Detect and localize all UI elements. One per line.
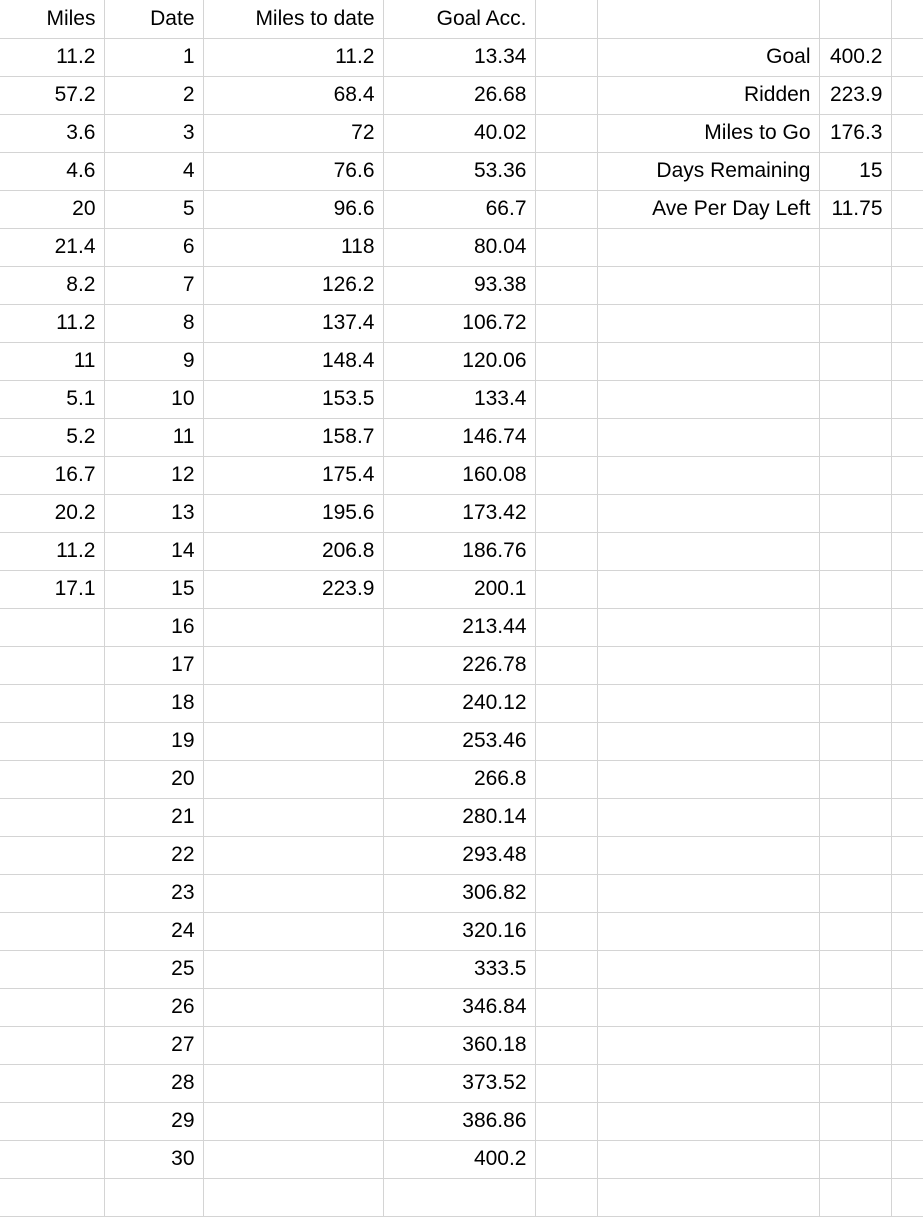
cell-miles-to-date[interactable]: 158.7 bbox=[203, 418, 383, 456]
cell-date[interactable]: 13 bbox=[104, 494, 203, 532]
tail-cell[interactable] bbox=[891, 646, 923, 684]
summary-label-cell[interactable] bbox=[597, 684, 819, 722]
spacer-cell[interactable] bbox=[535, 456, 597, 494]
spacer-cell[interactable] bbox=[535, 1178, 597, 1216]
table-row bbox=[0, 1178, 923, 1216]
cell-miles[interactable] bbox=[0, 722, 104, 760]
tail-cell[interactable] bbox=[891, 228, 923, 266]
spacer-cell[interactable] bbox=[535, 1140, 597, 1178]
cell-miles[interactable]: 11 bbox=[0, 342, 104, 380]
cell-goal-acc[interactable]: 400.2 bbox=[383, 1140, 535, 1178]
cell-date[interactable]: 21 bbox=[104, 798, 203, 836]
cell-date[interactable]: 10 bbox=[104, 380, 203, 418]
cell-miles-to-date[interactable] bbox=[203, 722, 383, 760]
summary-label[interactable]: Days Remaining bbox=[597, 152, 819, 190]
cell-date[interactable]: 16 bbox=[104, 608, 203, 646]
spacer-cell[interactable] bbox=[535, 988, 597, 1026]
summary-label[interactable]: Ave Per Day Left bbox=[597, 190, 819, 228]
summary-value-cell[interactable] bbox=[819, 912, 891, 950]
summary-value[interactable]: 400.2 bbox=[819, 38, 891, 76]
summary-label-cell[interactable] bbox=[597, 1140, 819, 1178]
cell-date[interactable]: 19 bbox=[104, 722, 203, 760]
summary-value-cell[interactable] bbox=[819, 1026, 891, 1064]
column-header-miles-to-date[interactable]: Miles to date bbox=[203, 0, 383, 38]
tail-cell[interactable] bbox=[891, 836, 923, 874]
cell-date[interactable]: 24 bbox=[104, 912, 203, 950]
summary-value[interactable]: 15 bbox=[819, 152, 891, 190]
summary-label-cell[interactable] bbox=[597, 646, 819, 684]
cell-miles[interactable] bbox=[0, 1064, 104, 1102]
cell-date[interactable]: 3 bbox=[104, 114, 203, 152]
summary-value-cell[interactable] bbox=[819, 228, 891, 266]
table-row bbox=[0, 114, 923, 152]
spacer-cell[interactable] bbox=[535, 342, 597, 380]
spacer-cell[interactable] bbox=[535, 1102, 597, 1140]
summary-value[interactable]: 223.9 bbox=[819, 76, 891, 114]
cell-goal-acc[interactable]: 346.84 bbox=[383, 988, 535, 1026]
spacer-cell[interactable] bbox=[535, 76, 597, 114]
tail-cell[interactable] bbox=[891, 532, 923, 570]
tail-cell[interactable] bbox=[891, 798, 923, 836]
cell-miles[interactable]: 11.2 bbox=[0, 532, 104, 570]
cell-goal-acc[interactable]: 40.02 bbox=[383, 114, 535, 152]
summary-value-cell[interactable] bbox=[819, 456, 891, 494]
tail-cell[interactable] bbox=[891, 380, 923, 418]
cell-goal-acc[interactable]: 120.06 bbox=[383, 342, 535, 380]
table-row bbox=[0, 304, 923, 342]
summary-value-cell[interactable] bbox=[819, 494, 891, 532]
cell-miles[interactable]: 11.2 bbox=[0, 304, 104, 342]
cell-goal-acc[interactable]: 293.48 bbox=[383, 836, 535, 874]
summary-label-cell[interactable] bbox=[597, 1102, 819, 1140]
tail-cell[interactable] bbox=[891, 1102, 923, 1140]
tail-cell[interactable] bbox=[891, 342, 923, 380]
spacer-cell[interactable] bbox=[535, 608, 597, 646]
tail-cell[interactable] bbox=[891, 190, 923, 228]
spacer-cell[interactable] bbox=[535, 798, 597, 836]
cell-miles-to-date[interactable]: 148.4 bbox=[203, 342, 383, 380]
cell-date[interactable] bbox=[104, 1178, 203, 1216]
summary-label-cell[interactable] bbox=[597, 570, 819, 608]
table-row bbox=[0, 1140, 923, 1178]
summary-value-cell[interactable] bbox=[819, 722, 891, 760]
cell-date[interactable]: 4 bbox=[104, 152, 203, 190]
cell-date[interactable]: 7 bbox=[104, 266, 203, 304]
cell-goal-acc[interactable]: 80.04 bbox=[383, 228, 535, 266]
spacer-cell[interactable] bbox=[535, 760, 597, 798]
cell-miles[interactable] bbox=[0, 950, 104, 988]
cell-miles[interactable] bbox=[0, 1102, 104, 1140]
tail-cell[interactable] bbox=[891, 266, 923, 304]
summary-label-cell[interactable] bbox=[597, 722, 819, 760]
summary-value[interactable]: 11.75 bbox=[819, 190, 891, 228]
cell-date[interactable]: 17 bbox=[104, 646, 203, 684]
table-row bbox=[0, 380, 923, 418]
cell-date[interactable]: 25 bbox=[104, 950, 203, 988]
spacer-cell[interactable] bbox=[535, 950, 597, 988]
cell-date[interactable]: 20 bbox=[104, 760, 203, 798]
summary-label-cell[interactable] bbox=[597, 418, 819, 456]
table-row bbox=[0, 1102, 923, 1140]
summary-label-cell[interactable] bbox=[597, 798, 819, 836]
cell-miles[interactable] bbox=[0, 684, 104, 722]
summary-label-cell[interactable] bbox=[597, 950, 819, 988]
cell-miles[interactable] bbox=[0, 988, 104, 1026]
summary-label-cell[interactable] bbox=[597, 456, 819, 494]
table-row bbox=[0, 228, 923, 266]
tail-cell[interactable] bbox=[891, 1178, 923, 1216]
spacer-cell[interactable] bbox=[535, 190, 597, 228]
tail-cell[interactable] bbox=[891, 152, 923, 190]
tail-cell[interactable] bbox=[891, 38, 923, 76]
cell-miles-to-date[interactable]: 223.9 bbox=[203, 570, 383, 608]
cell-goal-acc[interactable]: 280.14 bbox=[383, 798, 535, 836]
spacer-cell[interactable] bbox=[535, 114, 597, 152]
summary-value-cell[interactable] bbox=[819, 684, 891, 722]
spacer-cell[interactable] bbox=[535, 266, 597, 304]
summary-value-cell[interactable] bbox=[819, 608, 891, 646]
table-row bbox=[0, 76, 923, 114]
table-row bbox=[0, 38, 923, 76]
cell-miles[interactable]: 20 bbox=[0, 190, 104, 228]
cell-miles-to-date[interactable]: 195.6 bbox=[203, 494, 383, 532]
cell-miles-to-date[interactable]: 118 bbox=[203, 228, 383, 266]
summary-label-cell[interactable] bbox=[597, 1064, 819, 1102]
spacer-cell[interactable] bbox=[535, 722, 597, 760]
cell-miles[interactable] bbox=[0, 1140, 104, 1178]
summary-label[interactable]: Miles to Go bbox=[597, 114, 819, 152]
table-row bbox=[0, 190, 923, 228]
table-row bbox=[0, 532, 923, 570]
tail-cell[interactable] bbox=[891, 418, 923, 456]
spacer-cell[interactable] bbox=[535, 38, 597, 76]
summary-label-cell[interactable] bbox=[597, 532, 819, 570]
table-row bbox=[0, 266, 923, 304]
tail-cell[interactable] bbox=[891, 1064, 923, 1102]
spacer-cell[interactable] bbox=[535, 874, 597, 912]
cell-miles[interactable] bbox=[0, 874, 104, 912]
table-row bbox=[0, 152, 923, 190]
tail-cell[interactable] bbox=[891, 950, 923, 988]
cell-goal-acc[interactable]: 266.8 bbox=[383, 760, 535, 798]
tail-cell[interactable] bbox=[891, 912, 923, 950]
cell-miles[interactable]: 17.1 bbox=[0, 570, 104, 608]
column-header-goal-acc[interactable]: Goal Acc. bbox=[383, 0, 535, 38]
cell-miles-to-date[interactable] bbox=[203, 912, 383, 950]
cell-miles-to-date[interactable] bbox=[203, 1064, 383, 1102]
cell-goal-acc[interactable]: 306.82 bbox=[383, 874, 535, 912]
spacer-cell[interactable] bbox=[535, 152, 597, 190]
cell-miles-to-date[interactable]: 126.2 bbox=[203, 266, 383, 304]
cell-date[interactable]: 14 bbox=[104, 532, 203, 570]
table-row bbox=[0, 912, 923, 950]
tail-cell[interactable] bbox=[891, 304, 923, 342]
cell-miles[interactable]: 4.6 bbox=[0, 152, 104, 190]
cell-miles-to-date[interactable] bbox=[203, 1140, 383, 1178]
cell-miles-to-date[interactable]: 68.4 bbox=[203, 76, 383, 114]
cell-date[interactable]: 22 bbox=[104, 836, 203, 874]
spacer-cell[interactable] bbox=[535, 912, 597, 950]
summary-value-cell[interactable] bbox=[819, 266, 891, 304]
cell-miles[interactable]: 5.1 bbox=[0, 380, 104, 418]
summary-label-cell[interactable] bbox=[597, 1178, 819, 1216]
table-row bbox=[0, 570, 923, 608]
spacer-cell[interactable] bbox=[535, 418, 597, 456]
tail-cell[interactable] bbox=[891, 760, 923, 798]
cell-goal-acc[interactable]: 26.68 bbox=[383, 76, 535, 114]
summary-label-cell[interactable] bbox=[597, 760, 819, 798]
tail-cell[interactable] bbox=[891, 988, 923, 1026]
cell-miles-to-date[interactable]: 72 bbox=[203, 114, 383, 152]
summary-value-cell[interactable] bbox=[819, 836, 891, 874]
table-row bbox=[0, 456, 923, 494]
summary-label-cell[interactable] bbox=[597, 1026, 819, 1064]
cell-miles[interactable] bbox=[0, 1026, 104, 1064]
summary-value-cell[interactable] bbox=[819, 988, 891, 1026]
cell-miles[interactable]: 57.2 bbox=[0, 76, 104, 114]
cell-goal-acc[interactable]: 146.74 bbox=[383, 418, 535, 456]
cell-goal-acc[interactable]: 200.1 bbox=[383, 570, 535, 608]
summary-value-cell[interactable] bbox=[819, 760, 891, 798]
cell-date[interactable]: 5 bbox=[104, 190, 203, 228]
summary-label[interactable]: Goal bbox=[597, 38, 819, 76]
cell-goal-acc[interactable]: 160.08 bbox=[383, 456, 535, 494]
cell-goal-acc[interactable]: 240.12 bbox=[383, 684, 535, 722]
summary-label-cell[interactable] bbox=[597, 874, 819, 912]
cell-goal-acc[interactable]: 333.5 bbox=[383, 950, 535, 988]
cell-date[interactable]: 6 bbox=[104, 228, 203, 266]
cell-goal-acc[interactable]: 13.34 bbox=[383, 38, 535, 76]
cell-miles-to-date[interactable] bbox=[203, 646, 383, 684]
cell-miles[interactable]: 11.2 bbox=[0, 38, 104, 76]
cell-date[interactable]: 11 bbox=[104, 418, 203, 456]
cell-date[interactable]: 8 bbox=[104, 304, 203, 342]
table-row bbox=[0, 418, 923, 456]
cell-miles-to-date[interactable] bbox=[203, 988, 383, 1026]
summary-value-cell[interactable] bbox=[819, 532, 891, 570]
spacer-cell[interactable] bbox=[535, 532, 597, 570]
cell-goal-acc[interactable]: 66.7 bbox=[383, 190, 535, 228]
cell-miles-to-date[interactable] bbox=[203, 874, 383, 912]
tail-cell[interactable] bbox=[891, 114, 923, 152]
cell-date[interactable]: 9 bbox=[104, 342, 203, 380]
spacer-cell[interactable] bbox=[535, 0, 597, 38]
cell-date[interactable]: 30 bbox=[104, 1140, 203, 1178]
summary-value-cell[interactable] bbox=[819, 418, 891, 456]
spacer-cell[interactable] bbox=[535, 646, 597, 684]
summary-label-cell[interactable] bbox=[597, 0, 819, 38]
cell-date[interactable]: 12 bbox=[104, 456, 203, 494]
cell-goal-acc[interactable]: 186.76 bbox=[383, 532, 535, 570]
column-header-date[interactable]: Date bbox=[104, 0, 203, 38]
cell-miles[interactable] bbox=[0, 608, 104, 646]
spacer-cell[interactable] bbox=[535, 1026, 597, 1064]
cell-date[interactable]: 1 bbox=[104, 38, 203, 76]
tail-cell[interactable] bbox=[891, 570, 923, 608]
summary-value-cell[interactable] bbox=[819, 0, 891, 38]
summary-label[interactable]: Ridden bbox=[597, 76, 819, 114]
cell-miles[interactable] bbox=[0, 836, 104, 874]
table-row bbox=[0, 646, 923, 684]
cell-goal-acc[interactable]: 226.78 bbox=[383, 646, 535, 684]
summary-label-cell[interactable] bbox=[597, 608, 819, 646]
summary-value-cell[interactable] bbox=[819, 1178, 891, 1216]
table-row bbox=[0, 1064, 923, 1102]
cell-miles[interactable]: 20.2 bbox=[0, 494, 104, 532]
summary-label-cell[interactable] bbox=[597, 380, 819, 418]
spacer-cell[interactable] bbox=[535, 228, 597, 266]
summary-value-cell[interactable] bbox=[819, 950, 891, 988]
summary-label-cell[interactable] bbox=[597, 988, 819, 1026]
table-row bbox=[0, 836, 923, 874]
spacer-cell[interactable] bbox=[535, 836, 597, 874]
tail-cell[interactable] bbox=[891, 76, 923, 114]
summary-value[interactable]: 176.3 bbox=[819, 114, 891, 152]
summary-label-cell[interactable] bbox=[597, 836, 819, 874]
cell-miles-to-date[interactable]: 11.2 bbox=[203, 38, 383, 76]
tail-cell[interactable] bbox=[891, 1140, 923, 1178]
summary-label-cell[interactable] bbox=[597, 912, 819, 950]
cell-goal-acc[interactable] bbox=[383, 1178, 535, 1216]
summary-value-cell[interactable] bbox=[819, 304, 891, 342]
cell-miles-to-date[interactable] bbox=[203, 1102, 383, 1140]
cell-miles[interactable]: 16.7 bbox=[0, 456, 104, 494]
cell-date[interactable]: 18 bbox=[104, 684, 203, 722]
cell-date[interactable]: 26 bbox=[104, 988, 203, 1026]
spacer-cell[interactable] bbox=[535, 570, 597, 608]
summary-label-cell[interactable] bbox=[597, 228, 819, 266]
cell-goal-acc[interactable]: 386.86 bbox=[383, 1102, 535, 1140]
cell-date[interactable]: 28 bbox=[104, 1064, 203, 1102]
cell-miles-to-date[interactable]: 175.4 bbox=[203, 456, 383, 494]
table-row bbox=[0, 988, 923, 1026]
summary-label-cell[interactable] bbox=[597, 342, 819, 380]
cell-miles-to-date[interactable] bbox=[203, 608, 383, 646]
cell-miles-to-date[interactable]: 153.5 bbox=[203, 380, 383, 418]
cell-miles[interactable] bbox=[0, 646, 104, 684]
tail-cell[interactable] bbox=[891, 608, 923, 646]
table-row bbox=[0, 494, 923, 532]
table-row bbox=[0, 874, 923, 912]
cell-miles-to-date[interactable] bbox=[203, 1026, 383, 1064]
cell-miles[interactable]: 5.2 bbox=[0, 418, 104, 456]
tail-cell[interactable] bbox=[891, 722, 923, 760]
table-row bbox=[0, 1026, 923, 1064]
table-row bbox=[0, 798, 923, 836]
cell-miles[interactable] bbox=[0, 760, 104, 798]
cell-miles-to-date[interactable]: 137.4 bbox=[203, 304, 383, 342]
cell-miles[interactable] bbox=[0, 798, 104, 836]
summary-value-cell[interactable] bbox=[819, 874, 891, 912]
summary-value-cell[interactable] bbox=[819, 380, 891, 418]
spacer-cell[interactable] bbox=[535, 494, 597, 532]
tail-cell[interactable] bbox=[891, 456, 923, 494]
summary-label-cell[interactable] bbox=[597, 266, 819, 304]
header-row bbox=[0, 0, 923, 38]
cell-date[interactable]: 2 bbox=[104, 76, 203, 114]
tail-cell[interactable] bbox=[891, 874, 923, 912]
cell-date[interactable]: 15 bbox=[104, 570, 203, 608]
cell-miles-to-date[interactable]: 206.8 bbox=[203, 532, 383, 570]
summary-value-cell[interactable] bbox=[819, 1102, 891, 1140]
cell-date[interactable]: 23 bbox=[104, 874, 203, 912]
cell-date[interactable]: 27 bbox=[104, 1026, 203, 1064]
table-row bbox=[0, 950, 923, 988]
table-row bbox=[0, 342, 923, 380]
tail-cell[interactable] bbox=[891, 684, 923, 722]
cell-miles-to-date[interactable] bbox=[203, 836, 383, 874]
cell-goal-acc[interactable]: 173.42 bbox=[383, 494, 535, 532]
cell-miles-to-date[interactable] bbox=[203, 798, 383, 836]
cell-goal-acc[interactable]: 253.46 bbox=[383, 722, 535, 760]
summary-value-cell[interactable] bbox=[819, 1064, 891, 1102]
cell-goal-acc[interactable]: 213.44 bbox=[383, 608, 535, 646]
cell-miles-to-date[interactable] bbox=[203, 1178, 383, 1216]
tail-cell[interactable] bbox=[891, 0, 923, 38]
cell-miles[interactable]: 3.6 bbox=[0, 114, 104, 152]
cell-miles-to-date[interactable] bbox=[203, 950, 383, 988]
summary-label-cell[interactable] bbox=[597, 494, 819, 532]
cell-miles[interactable]: 8.2 bbox=[0, 266, 104, 304]
summary-value-cell[interactable] bbox=[819, 1140, 891, 1178]
summary-value-cell[interactable] bbox=[819, 798, 891, 836]
table-row bbox=[0, 608, 923, 646]
cell-goal-acc[interactable]: 360.18 bbox=[383, 1026, 535, 1064]
cell-miles-to-date[interactable] bbox=[203, 760, 383, 798]
cell-miles-to-date[interactable]: 76.6 bbox=[203, 152, 383, 190]
table-row bbox=[0, 722, 923, 760]
column-header-miles[interactable]: Miles bbox=[0, 0, 104, 38]
cell-goal-acc[interactable]: 373.52 bbox=[383, 1064, 535, 1102]
tail-cell[interactable] bbox=[891, 1026, 923, 1064]
cell-miles[interactable] bbox=[0, 912, 104, 950]
cell-miles-to-date[interactable] bbox=[203, 684, 383, 722]
spacer-cell[interactable] bbox=[535, 684, 597, 722]
summary-value-cell[interactable] bbox=[819, 646, 891, 684]
table-row bbox=[0, 684, 923, 722]
cell-goal-acc[interactable]: 106.72 bbox=[383, 304, 535, 342]
spacer-cell[interactable] bbox=[535, 1064, 597, 1102]
summary-label-cell[interactable] bbox=[597, 304, 819, 342]
cell-miles-to-date[interactable]: 96.6 bbox=[203, 190, 383, 228]
summary-value-cell[interactable] bbox=[819, 570, 891, 608]
cell-goal-acc[interactable]: 93.38 bbox=[383, 266, 535, 304]
cell-date[interactable]: 29 bbox=[104, 1102, 203, 1140]
cell-goal-acc[interactable]: 320.16 bbox=[383, 912, 535, 950]
cell-goal-acc[interactable]: 53.36 bbox=[383, 152, 535, 190]
tail-cell[interactable] bbox=[891, 494, 923, 532]
spacer-cell[interactable] bbox=[535, 380, 597, 418]
cell-miles[interactable] bbox=[0, 1178, 104, 1216]
cell-miles[interactable]: 21.4 bbox=[0, 228, 104, 266]
cell-goal-acc[interactable]: 133.4 bbox=[383, 380, 535, 418]
table-row bbox=[0, 760, 923, 798]
spacer-cell[interactable] bbox=[535, 304, 597, 342]
summary-value-cell[interactable] bbox=[819, 342, 891, 380]
